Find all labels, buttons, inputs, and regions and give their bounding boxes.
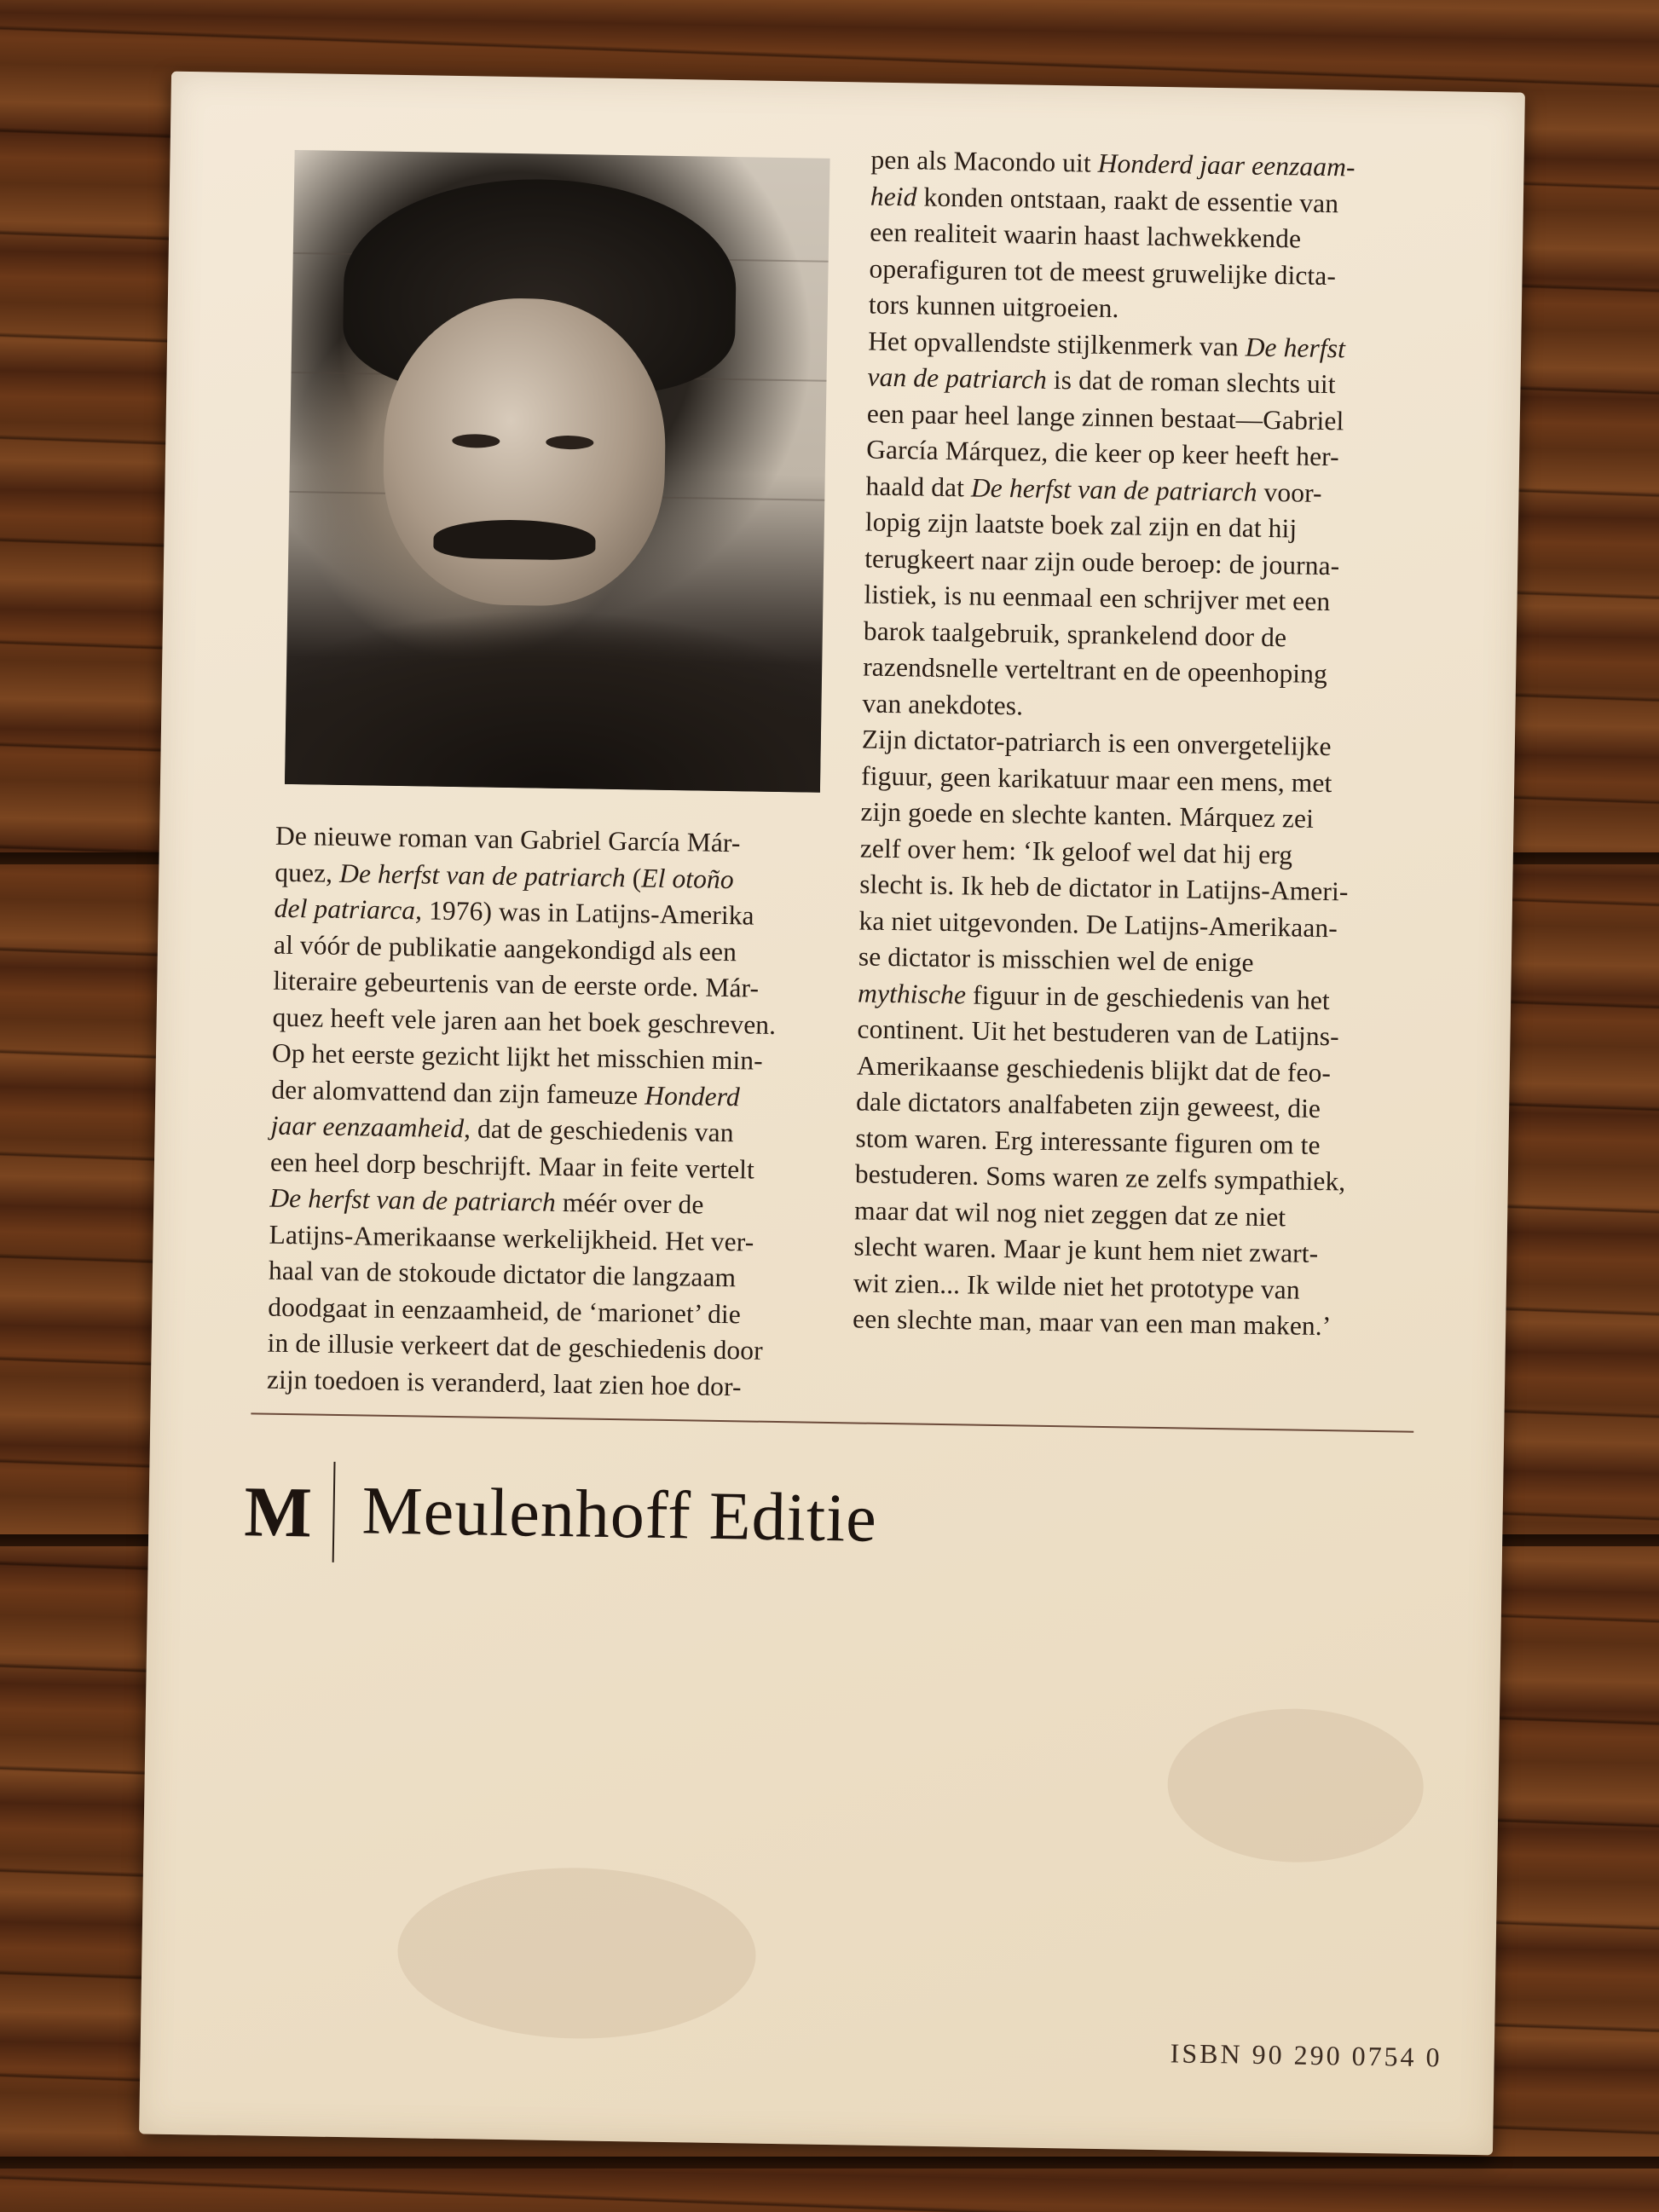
- text-segment: méér over de: [555, 1187, 704, 1220]
- blurb-left-column: [267, 818, 839, 1406]
- text-segment: stom waren. Erg interessante figuren om te: [855, 1122, 1321, 1160]
- text-segment: bestuderen. Soms waren ze zelfs sympathiek,: [854, 1158, 1346, 1197]
- italic-text: heid: [870, 181, 917, 211]
- italic-text: De herfst van de patriarch: [338, 858, 627, 892]
- text-segment: operafiguren tot de meest gruwelijke dicta-: [869, 253, 1337, 291]
- divider-rule: [251, 1412, 1413, 1432]
- text-segment: wit zien... Ik wilde niet het prototype van: [853, 1267, 1301, 1305]
- text-segment: doodgaat in eenzaamheid, de ‘marionet’ die: [268, 1291, 742, 1329]
- italic-text: Honderd jaar eenzaam-: [1097, 147, 1356, 182]
- italic-text: mythische: [857, 977, 967, 1009]
- text-segment: ka niet uitgevonden. De Latijns-Amerikaan-: [858, 904, 1338, 943]
- italic-text: De herfst van de patriarch: [970, 471, 1257, 507]
- text-segment: zijn toedoen is veranderd, laat zien hoe dor-: [266, 1364, 742, 1401]
- blurb-right-column: [853, 142, 1468, 1347]
- text-segment: maar dat wil nog niet zeggen dat ze niet: [853, 1194, 1286, 1232]
- text-segment: listiek, is nu eenmaal een schrijver met een: [864, 579, 1331, 617]
- text-segment: tors kunnen uitgroeien.: [868, 289, 1119, 324]
- text-segment: Zijn dictator-patriarch is een onvergetelijke: [861, 724, 1332, 762]
- author-photo: [285, 150, 830, 793]
- text-segment: figuur in de geschiedenis van het: [965, 979, 1331, 1015]
- book-back-cover: [139, 72, 1525, 2156]
- text-segment: lopig zijn laatste boek zal zijn en dat hij: [864, 506, 1298, 544]
- text-segment: García Márquez, die keer op keer heeft her-: [865, 434, 1340, 472]
- text-segment: een paar heel lange zinnen bestaat—Gabriel: [866, 398, 1344, 436]
- plank-gap: [0, 2157, 1659, 2169]
- text-segment: een realiteit waarin haast lachwekkende: [869, 217, 1302, 254]
- text-segment: Amerikaanse geschiedenis blijkt dat de feo-: [856, 1049, 1332, 1088]
- photo-coat: [285, 563, 824, 793]
- italic-text: van de patriarch: [867, 361, 1048, 395]
- text-segment: barok taalgebruik, sprankelend door de: [863, 615, 1287, 652]
- text-segment: een heel dorp beschrijft. Maar in feite vertelt: [269, 1146, 755, 1185]
- text-segment: figuur, geen karikatuur maar een mens, met: [860, 759, 1332, 798]
- publisher-logo-letter: M: [243, 1472, 313, 1553]
- publisher-logo-bar: [332, 1462, 336, 1562]
- text-segment: literaire gebeurtenis van de eerste orde. Már-: [273, 965, 760, 1003]
- text-segment: haald dat: [865, 471, 972, 502]
- text-segment: quez heeft vele jaren aan het boek geschreven.: [272, 1002, 777, 1040]
- italic-text: del patriarca,: [274, 892, 423, 926]
- text-segment: der alomvattend dan zijn fameuze: [271, 1074, 645, 1111]
- italic-text: De herfst: [1245, 332, 1346, 363]
- isbn-number: ISBN 90 290 0754 0: [1170, 2037, 1442, 2073]
- text-segment: quez,: [275, 857, 340, 888]
- text-segment: razendsnelle verteltrant en de opeenhoping: [862, 651, 1328, 690]
- text-segment: Het opvallendste stijlkenmerk van: [867, 326, 1246, 362]
- italic-text: El otoño: [641, 862, 735, 894]
- text-segment: terugkeert naar zijn oude beroep: de journa-: [864, 543, 1340, 580]
- italic-text: jaar eenzaamheid: [270, 1110, 465, 1144]
- text-segment: , dat de geschiedenis van: [463, 1113, 734, 1148]
- text-segment: slecht waren. Maar je kunt hem niet zwart-: [853, 1231, 1319, 1268]
- publisher-name: Meulenhoff Editie: [361, 1473, 878, 1556]
- text-segment: Op het eerste gezicht lijkt het misschien min-: [271, 1037, 764, 1076]
- text-segment: Latijns-Amerikaanse werkelijkheid. Het ver-: [269, 1219, 754, 1257]
- text-segment: De nieuwe roman van Gabriel García Már-: [275, 820, 741, 858]
- text-segment: van anekdotes.: [862, 688, 1024, 720]
- cover-scuff: [1166, 1707, 1425, 1864]
- text-segment: zelf over hem: ‘Ik geloof wel dat hij erg: [859, 832, 1293, 869]
- cover-scuff: [396, 1865, 757, 2042]
- text-segment: pen als Macondo uit: [870, 144, 1099, 178]
- italic-text: De herfst van de patriarch: [269, 1182, 557, 1217]
- text-segment: konden ontstaan, raakt de essentie van: [916, 181, 1339, 218]
- text-segment: voor-: [1257, 476, 1322, 508]
- text-segment: se dictator is misschien wel de enige: [858, 941, 1254, 978]
- text-segment: haal van de stokoude dictator die langzaam: [268, 1255, 737, 1293]
- italic-text: Honderd: [645, 1080, 741, 1112]
- text-segment: al vóór de publikatie aangekondigd als een: [273, 929, 737, 967]
- text-segment: is dat de roman slechts uit: [1046, 364, 1336, 400]
- text-segment: continent. Uit het bestuderen van de Latijns-: [857, 1014, 1339, 1052]
- text-segment: zijn goede en slechte kanten. Márquez zei: [860, 796, 1315, 834]
- text-segment: in de illusie verkeert dat de geschiedenis door: [267, 1327, 764, 1366]
- text-segment: 1976) was in Latijns-Amerika: [421, 895, 754, 931]
- photo-face: [381, 297, 668, 608]
- text-segment: slecht is. Ik heb de dictator in Latijns-Ameri-: [858, 869, 1349, 907]
- text-segment: dale dictators analfabeten zijn geweest, die: [855, 1086, 1321, 1123]
- text-segment: een slechte man, maar van een man maken.’: [852, 1303, 1332, 1342]
- text-segment: (: [625, 862, 642, 892]
